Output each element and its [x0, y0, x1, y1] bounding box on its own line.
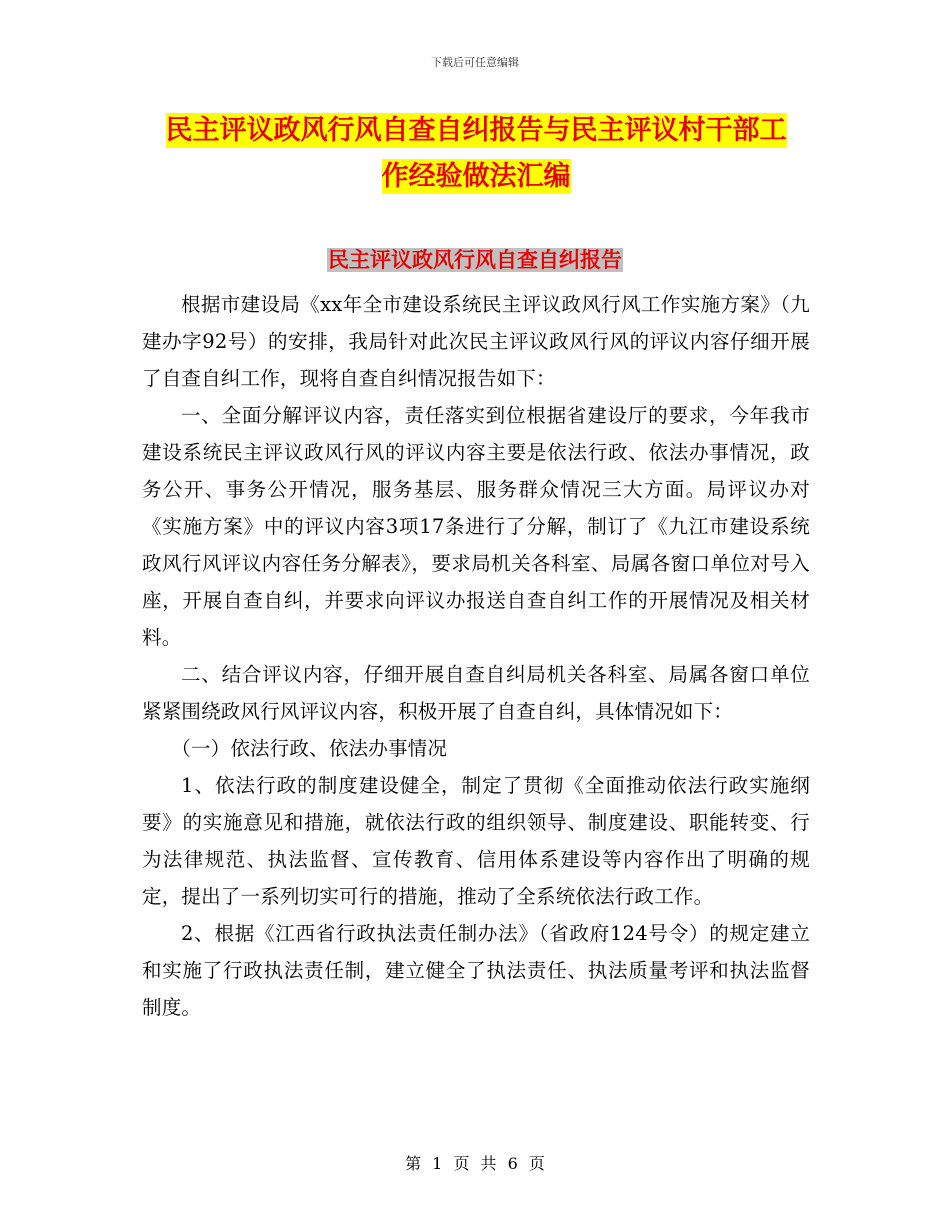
page-footer: 第 1 页 共 6 页 — [405, 1154, 545, 1173]
section-title-text: 民主评议政风行风自查自纠报告 — [328, 248, 622, 272]
paragraph-part-two: 二、结合评议内容，仔细开展自查自纠局机关各科室、局属各窗口单位紧紧围绕政风行风评议内容，积极开展了自查自纠，具体情况如下： — [142, 663, 810, 723]
subheading-lawful-administration: （一）依法行政、依法办事情况 — [171, 737, 448, 760]
paragraph-intro: 根据市建设局《xx年全市建设系统民主评议政风行风工作实施方案》（九建办字92号）的安排，我局针对此次民主评议政风行风的评议内容仔细开展了自查自纠工作，现将自查自纠情况报告如下： — [142, 293, 810, 390]
document-title-line-1: 民主评议政风行风自查自纠报告与民主评议村干部工 — [165, 115, 787, 146]
document-title-line-2: 作经验做法汇编 — [381, 161, 571, 192]
paragraph-item-2: 2、根据《江西省行政执法责任制办法》（省政府124号令）的规定建立和实施了行政执法责任制，建立健全了执法责任、执法质量考评和执法监督制度。 — [142, 922, 810, 1019]
paragraph-item-1: 1、依法行政的制度建设健全，制定了贯彻《全面推动依法行政实施纲要》的实施意见和措施，就依法行政的组织领导、制度建设、职能转变、行为法律规范、执法监督、宣传教育、信用体系建设等内容作出了明确的规定，提出了一系列切实可行的措施，推动了全系统依法行政工作。 — [142, 774, 810, 908]
document-title — [140, 108, 812, 200]
header-note: 下载后可任意编辑 — [431, 56, 519, 69]
body-text — [142, 286, 810, 1026]
paragraph-part-one: 一、全面分解评议内容，责任落实到位根据省建设厅的要求，今年我市建设系统民主评议政风行风的评议内容主要是依法行政、依法办事情况，政务公开、事务公开情况，服务基层、服务群众情况三大方面。局评议办对《实施方案》中的评议内容3项17条进行了分解，制订了《九江市建设系统政风行风评议内容任务分解表》，要求局机关各科室、局属各窗口单位对号入座，开展自查自纠，并要求向评议办报送自查自纠工作的开展情况及相关材料。 — [142, 404, 810, 649]
section-title — [0, 244, 950, 276]
